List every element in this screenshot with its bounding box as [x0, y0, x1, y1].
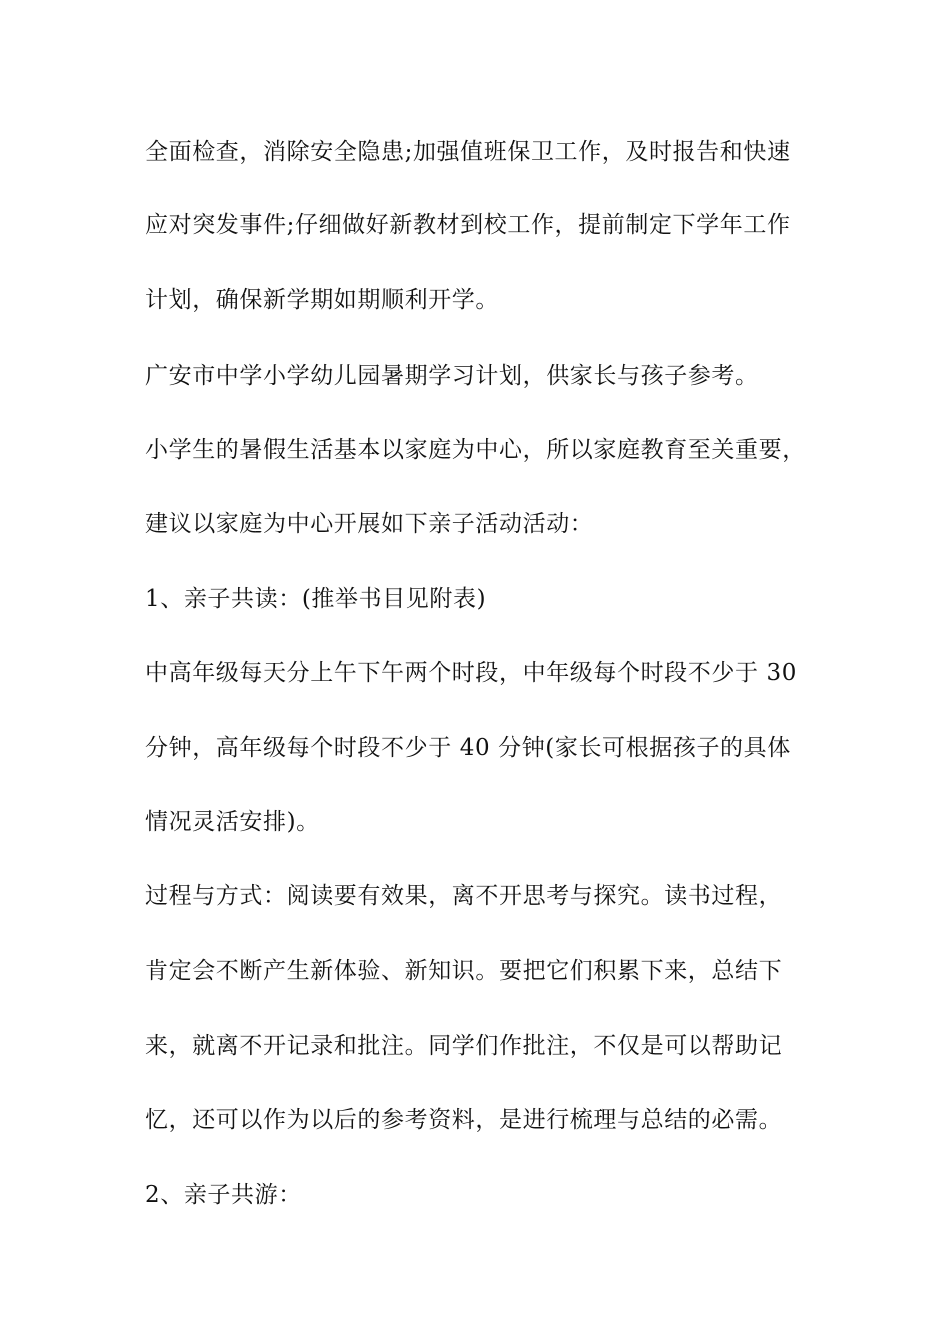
- section-heading: 1、亲子共读：(推举书目见附表): [145, 586, 487, 612]
- section-heading: 2、亲子共游：: [145, 1182, 302, 1208]
- text-line: 过程与方式：阅读要有效果，离不开思考与探究。读书过程，: [145, 883, 783, 909]
- text-line: 建议以家庭为中心开展如下亲子活动活动：: [145, 511, 594, 537]
- text-line: 忆，还可以作为以后的参考资料，是进行梳理与总结的必需。: [145, 1107, 783, 1133]
- text-line: 分钟，高年级每个时段不少于 40 分钟(家长可根据孩子的具体: [145, 735, 791, 761]
- text-line: 全面检查，消除安全隐患;加强值班保卫工作，及时报告和快速: [145, 139, 791, 165]
- text-line: 情况灵活安排)。: [145, 809, 320, 835]
- text-line: 小学生的暑假生活基本以家庭为中心，所以家庭教育至关重要，: [145, 437, 806, 463]
- text-line: 中高年级每天分上午下午两个时段，中年级每个时段不少于 30: [145, 660, 797, 686]
- text-line: 来，就离不开记录和批注。同学们作批注，不仅是可以帮助记: [145, 1033, 783, 1059]
- text-line: 计划，确保新学期如期顺利开学。: [145, 287, 499, 313]
- text-line: 肯定会不断产生新体验、新知识。要把它们积累下来，总结下: [145, 958, 783, 984]
- text-line: 广安市中学小学幼儿园暑期学习计划，供家长与孩子参考。: [145, 363, 759, 389]
- text-line: 应对突发事件;仔细做好新教材到校工作，提前制定下学年工作: [145, 212, 791, 238]
